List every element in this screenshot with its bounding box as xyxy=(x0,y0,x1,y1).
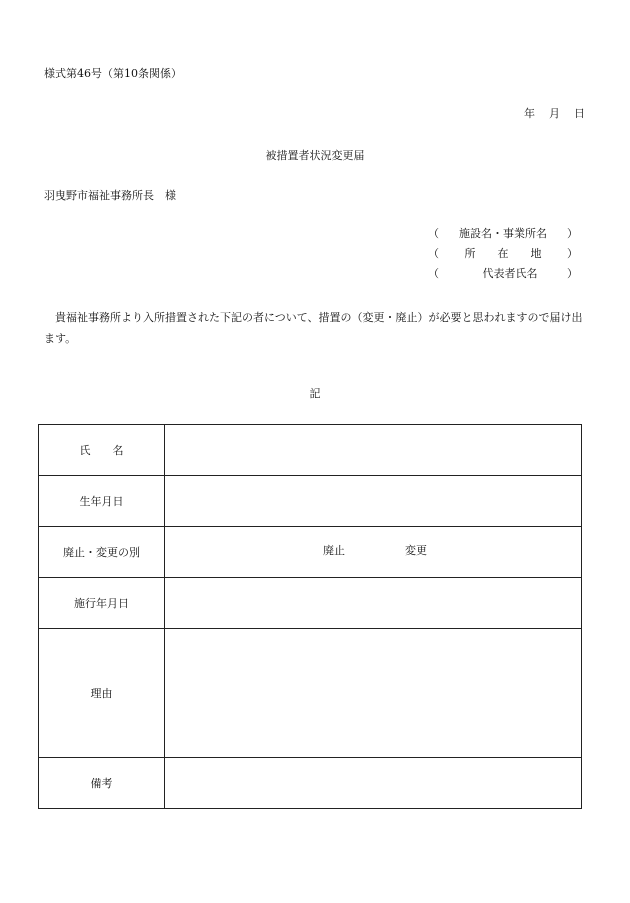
table-row xyxy=(39,527,582,578)
name-label: 氏 名 xyxy=(39,425,165,476)
form-number: 様式第46号（第10条関係） xyxy=(44,67,182,80)
remarks-field[interactable] xyxy=(165,758,582,809)
table-row xyxy=(39,476,582,527)
option-abolish[interactable]: 廃止 xyxy=(323,544,345,557)
remarks-label: 備考 xyxy=(39,758,165,809)
date-year: 年 xyxy=(524,107,535,120)
body-text: 貴福祉事務所より入所措置された下記の者について、措置の（変更・廃止）が必要と思われますので届け出ます。 xyxy=(44,311,583,345)
table-row xyxy=(39,758,582,809)
sender-representative: （ 代表者氏名 ） xyxy=(428,267,578,280)
effective-date-field[interactable] xyxy=(165,578,582,629)
table-row xyxy=(39,578,582,629)
detail-table xyxy=(38,424,582,809)
name-field[interactable] xyxy=(165,425,582,476)
change-type-label: 廃止・変更の別 xyxy=(39,527,165,578)
birthdate-label: 生年月日 xyxy=(39,476,165,527)
date-line xyxy=(524,108,585,119)
reason-field[interactable] xyxy=(165,629,582,758)
effective-date-label: 施行年月日 xyxy=(39,578,165,629)
table-row xyxy=(39,425,582,476)
date-month: 月 xyxy=(549,107,560,120)
date-day: 日 xyxy=(574,107,585,120)
table-row xyxy=(39,629,582,758)
sender-facility-name: （ 施設名・事業所名 ） xyxy=(428,227,578,240)
option-change[interactable]: 変更 xyxy=(405,544,427,557)
birthdate-field[interactable] xyxy=(165,476,582,527)
ki-heading: 記 xyxy=(309,387,321,400)
addressee: 羽曳野市福祉事務所長 様 xyxy=(44,189,176,202)
document-title: 被措置者状況変更届 xyxy=(265,149,365,162)
change-type-field xyxy=(165,527,582,578)
reason-label: 理由 xyxy=(39,629,165,758)
sender-address: （ 所 在 地 ） xyxy=(428,247,578,260)
